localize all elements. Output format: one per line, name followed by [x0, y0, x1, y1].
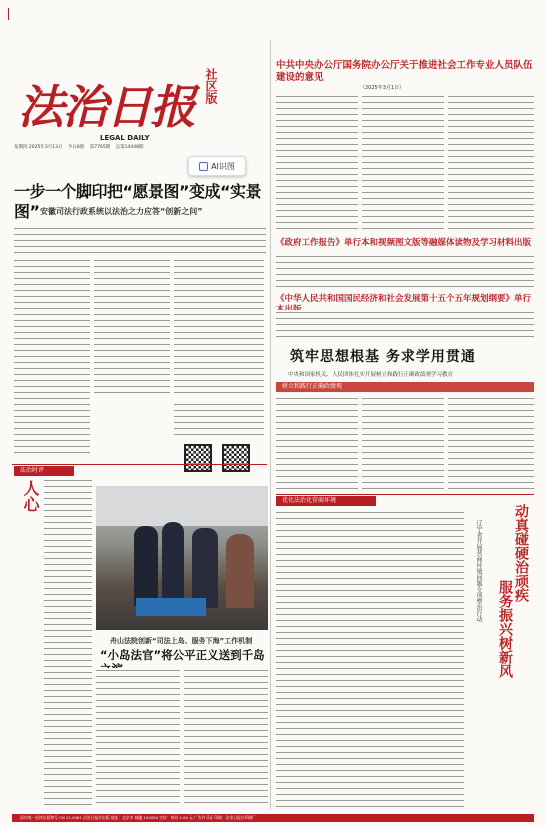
- feature-tag: 树立和践行正确政绩观: [276, 382, 534, 392]
- photo-building: [96, 486, 268, 526]
- feature-sub: 中央和国家机关、人民团体扎实开展树立和践行正确政绩观学习教育: [288, 372, 454, 378]
- right-top-sub: （2025年3月1日）: [360, 85, 405, 91]
- photo-person: [192, 528, 218, 608]
- ai-scan-icon: [199, 162, 208, 171]
- photo-article-col2: [184, 668, 268, 808]
- right-bottom-vtitle1: 动真碰硬治顽疾: [513, 504, 529, 602]
- masthead-title: 法治日报: [18, 80, 194, 134]
- ai-button-label: AI识图: [211, 161, 235, 171]
- commentary-body: [44, 478, 92, 808]
- right-mid-title1: 《政府工作报告》单行本和视频图文版等融媒体读物及学习材料出版: [276, 238, 532, 248]
- right-bottom-body: [276, 510, 464, 808]
- right-bottom-vtitle2: 服务振兴树新风: [497, 580, 513, 678]
- right-top-title: 中共中央办公厅国务院办公厅关于推进社会工作专业人员队伍建设的意见: [276, 60, 533, 83]
- crop-mark: [8, 8, 9, 20]
- lead-article-col3b: [174, 402, 264, 440]
- photo-caption-sub: 舟山法院创新“司法上岛、服务下海”工作机制: [110, 637, 253, 645]
- commentary-title: 人心: [21, 480, 40, 512]
- feature-col2: [362, 396, 444, 490]
- masthead-badge: 社区版: [204, 68, 218, 104]
- right-mid-body2: [276, 310, 534, 338]
- photo-banner: [136, 598, 206, 616]
- business-env-tag: 优化法治化营商环境: [276, 496, 376, 506]
- feature-col1: [276, 396, 358, 490]
- feature-title: 筑牢思想根基 务求学用贯通: [290, 349, 476, 365]
- main-subheadline: 安徽司法行政系统以法治之力应答“创新之问”: [40, 207, 203, 216]
- masthead-subtitle: LEGAL DAILY: [100, 134, 150, 142]
- masthead-total: 总第14448期: [115, 145, 144, 150]
- column-divider: [270, 40, 271, 810]
- lead-article-col2: [94, 258, 170, 398]
- photo-caption-title: “小岛法官”将公平正义送到千岛: [100, 648, 265, 662]
- right-top-col1: [276, 94, 358, 230]
- lead-article-col1: [14, 258, 90, 456]
- masthead-date-line: [14, 144, 264, 150]
- photo-article-col1: [96, 668, 180, 808]
- masthead-pages: 今日8版: [67, 145, 85, 150]
- section-rule: [12, 464, 267, 465]
- lead-article-col3: [174, 258, 264, 398]
- footer-text: 国内统一连续出版物号 CN 11-0061 法治日报社出版 地址：北京市 邮编 100000 定价：每份 1.00 元 广告许可证 印刷：法治日报社印刷厂: [20, 815, 257, 820]
- photo-person: [162, 522, 184, 606]
- right-top-col3: [448, 94, 534, 230]
- ai-image-button[interactable]: [188, 156, 246, 176]
- right-top-col2: [362, 94, 444, 230]
- main-headline: 一步一个脚印把“愿景图”变成“实景图”: [14, 182, 262, 221]
- photo-person: [134, 526, 158, 606]
- qr-code: [222, 444, 250, 472]
- right-mid-title2: 《中华人民共和国国民经济和社会发展第十五个五年规划纲要》单行: [276, 294, 532, 304]
- masthead-issue: 第7765期: [89, 145, 111, 150]
- commentary-tag: 法治时评: [14, 466, 74, 476]
- court-photo: [96, 486, 268, 630]
- feature-col3: [448, 396, 534, 490]
- right-mid-body1: [276, 254, 534, 288]
- right-bottom-vsub: 辽宁省开展营商环境问题专项整治行动: [475, 520, 482, 622]
- qr-code: [184, 444, 212, 472]
- footer-bar: [12, 814, 534, 822]
- section-rule: [276, 494, 534, 495]
- lead-article-intro: [14, 226, 266, 254]
- masthead: [12, 50, 262, 170]
- photo-person: [226, 534, 254, 608]
- masthead-date: 星期四 2025年3月13日: [14, 145, 63, 150]
